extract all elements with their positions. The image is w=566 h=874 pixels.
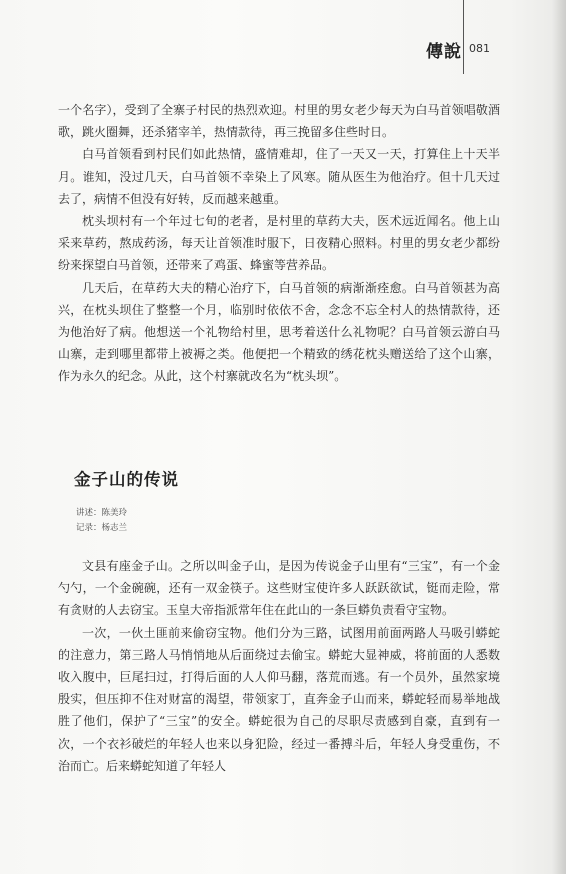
- page-number: 081: [469, 42, 490, 55]
- header-divider: [463, 0, 464, 74]
- paragraph: 几天后，在草药大夫的精心治疗下，白马首领的病渐渐痊愈。白马首领甚为高兴，在枕头坝住了整整一个月，临别时依依不舍，念念不忘全村人的热情款待，还为他治好了病。他想送一个礼物给村里，思考着送什么礼物呢？白马首领云游白马山寨，走到哪里都带上被褥之类。他便把一个精致的绣花枕头赠送给了这个山寨，作为永久的纪念。从此，这个村寨就改名为“枕头坝”。: [58, 280, 500, 384]
- section-title: 金子山的传说: [74, 470, 179, 489]
- paragraph: 枕头坝村有一个年过七旬的老者，是村里的草药大夫，医术远近闻名。他上山采来草药，熬成药汤，每天让首领准时服下，日夜精心照料。村里的男女老少都纷纷来探望白马首领，还带来了鸡蛋、蜂蜜等营养品。: [58, 214, 500, 273]
- page-spine-shadow: [552, 0, 566, 874]
- narrator-credit: 讲述：陈美玲: [76, 508, 128, 518]
- running-header-title: 傳說: [426, 42, 462, 62]
- paragraph: 文县有座金子山。之所以叫金子山，是因为传说金子山里有“三宝”，有一个金勺勺，一个金碗碗，还有一双金筷子。这些财宝使许多人跃跃欲试，铤而走险，常有贪财的人去窃宝。玉皇大帝指派常年住在此山的一条巨蟒负责看守宝物。: [58, 559, 500, 618]
- paragraph: 一次，一伙土匪前来偷窃宝物。他们分为三路，试图用前面两路人马吸引蟒蛇的注意力，第三路人马悄悄地从后面绕过去偷宝。蟒蛇大显神威，将前面的人悉数收入腹中，巨尾扫过，打得后面的人人仰马翻，落荒而逃。有一个员外，虽然家境殷实，但压抑不住对财富的渴望，带领家丁，直奔金子山而来，蟒蛇轻而易举地战胜了他们，保护了“三宝”的安全。蟒蛇很为自己的尽职尽责感到自豪，直到有一次，一个衣衫破烂的年轻人也来以身犯险，经过一番搏斗后，年轻人身受重伤，不治而亡。后来蟒蛇知道了年轻人: [58, 625, 500, 773]
- story-text: [58, 555, 500, 777]
- paragraph: 白马首领看到村民们如此热情，盛情难却，住了一天又一天，打算住上十天半月。谁知，没过几天，白马首领不幸染上了风寒。随从医生为他治疗。但十几天过去了，病情不但没有好转，反而越来越重。: [58, 147, 500, 206]
- recorder-credit: 记录：杨志兰: [76, 523, 128, 533]
- paragraph: 一个名字），受到了全寨子村民的热烈欢迎。村里的男女老少每天为白马首领唱敬酒歌，跳火圈舞，还杀猪宰羊，热情款待，再三挽留多住些时日。: [58, 103, 500, 140]
- continued-story-text: [58, 99, 500, 388]
